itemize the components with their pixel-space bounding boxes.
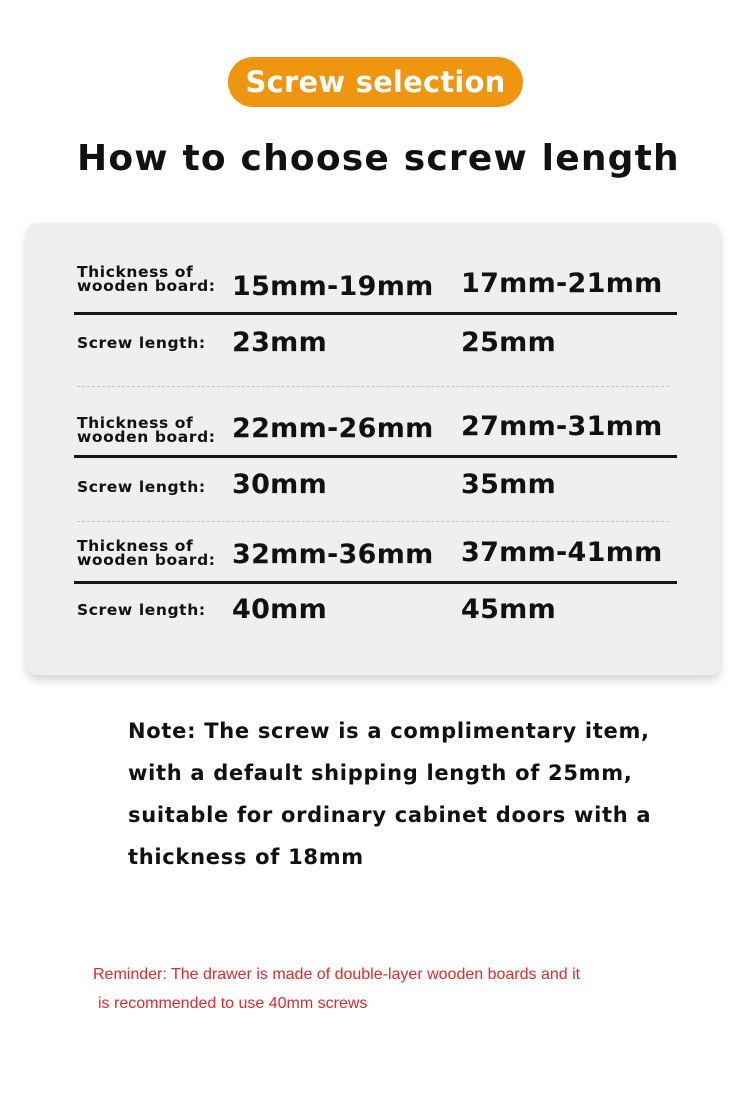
- reminder-line: is recommended to use 40mm screws: [98, 995, 368, 1012]
- note-line: Note: The screw is a complimentary item,: [128, 719, 650, 743]
- row-divider: [74, 581, 677, 584]
- screw-selection-badge: Screw selection: [228, 57, 523, 107]
- row-divider: [74, 455, 677, 458]
- screw-length-table: [27, 223, 720, 675]
- thickness-label: [77, 265, 216, 293]
- group-separator: [77, 521, 669, 522]
- row-divider: [74, 312, 677, 315]
- thickness-value: 15mm-19mm: [232, 271, 434, 302]
- thickness-label: [77, 539, 216, 567]
- screw-length-value: 30mm: [232, 469, 328, 500]
- note-line: suitable for ordinary cabinet doors with a: [128, 803, 652, 827]
- thickness-label: [77, 416, 216, 444]
- screw-length-label: Screw length:: [77, 601, 206, 619]
- thickness-value: 37mm-41mm: [461, 537, 663, 568]
- thickness-label-line: Thickness of: [77, 263, 194, 281]
- thickness-label-line: Thickness of: [77, 414, 194, 432]
- thickness-label-line: wooden board:: [77, 277, 216, 295]
- screw-length-label: Screw length:: [77, 334, 206, 352]
- thickness-value: 22mm-26mm: [232, 413, 434, 444]
- screw-length-value: 23mm: [232, 327, 328, 358]
- screw-length-label: Screw length:: [77, 478, 206, 496]
- thickness-value: 27mm-31mm: [461, 411, 663, 442]
- thickness-label-line: Thickness of: [77, 537, 194, 555]
- note-text: [128, 710, 688, 878]
- screw-length-value: 35mm: [461, 469, 557, 500]
- thickness-label-line: wooden board:: [77, 428, 216, 446]
- screw-length-value: 25mm: [461, 327, 557, 358]
- reminder-line: Reminder: The drawer is made of double-layer wooden boards and it: [93, 966, 581, 983]
- note-line: with a default shipping length of 25mm,: [128, 761, 633, 785]
- thickness-value: 32mm-36mm: [232, 539, 434, 570]
- screw-length-value: 45mm: [461, 594, 557, 625]
- page-title: How to choose screw length: [77, 138, 680, 179]
- screw-length-value: 40mm: [232, 594, 328, 625]
- group-separator: [77, 386, 669, 387]
- note-line: thickness of 18mm: [128, 845, 364, 869]
- reminder-text: [93, 960, 580, 1018]
- thickness-label-line: wooden board:: [77, 551, 216, 569]
- thickness-value: 17mm-21mm: [461, 268, 663, 299]
